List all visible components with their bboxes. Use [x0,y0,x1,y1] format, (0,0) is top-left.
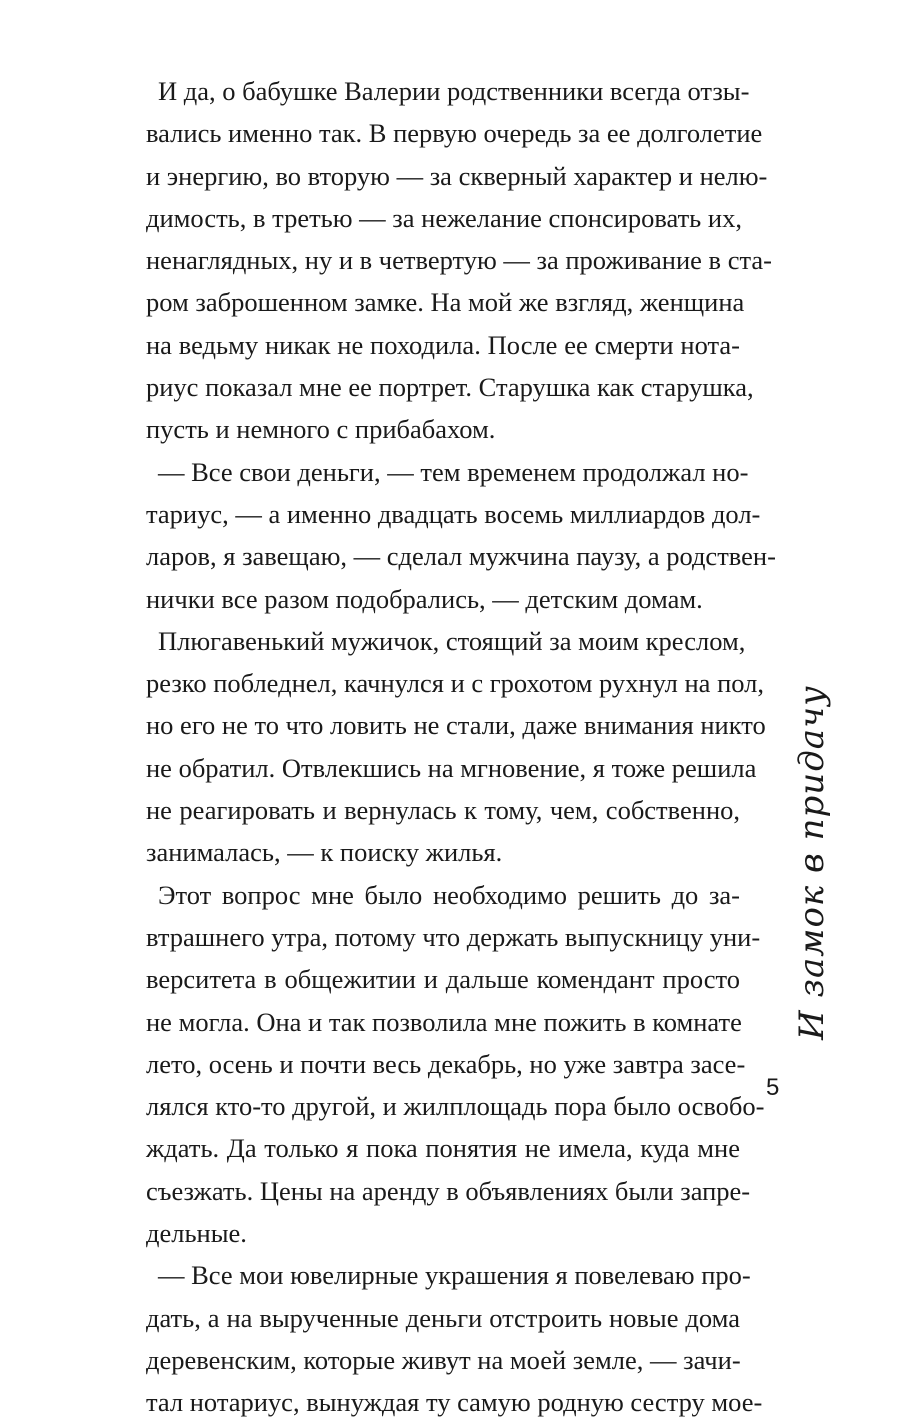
text-line: втрашнего утра, потому что держать выпускницу уни- [146,921,761,952]
text-line: риус показал мне ее портрет. Старушка как старушка, [146,372,754,403]
text-line: лялся кто-то другой, и жилплощадь пора было освобо- [146,1091,765,1122]
text-line: не могла. Она и так позволила мне пожить в комнате [146,1006,742,1037]
text-line: лето, осень и почти весь декабрь, но уже завтра засе- [146,1048,746,1079]
running-title: И замок в придачу [792,685,832,1040]
text-line: резко побледнел, качнулся и с грохотом рухнул на пол, [146,668,765,699]
text-line: ром заброшенном замке. На мой же взгляд, женщина [146,287,745,318]
text-line: пусть и немного с прибабахом. [146,414,496,445]
text-line: на ведьму никак не походила. После ее смерти нота- [146,329,740,360]
text-line: и энергию, во вторую — за скверный характер и нелю- [146,160,768,191]
text-line: И да, о бабушке Валерии родственники всегда отзы- [158,76,750,106]
text-line: нички все разом подобрались, — детским домам. [146,583,703,614]
text-line: ларов, я завещаю, — сделал мужчина паузу, а родствен- [146,541,776,572]
text-line: димость, в третью — за нежелание спонсировать их, [146,202,742,233]
text-line: ненаглядных, ну и в четвертую — за проживание в ста- [146,245,772,276]
text-line: тариус, — а именно двадцать восемь миллиардов дол- [146,498,761,529]
text-line: Плюгавенький мужичок, стоящий за моим креслом, [158,625,746,656]
text-line: Этот вопрос мне было необходимо решить до за- [158,879,740,910]
body-text [146,70,776,1424]
text-line: занималась, — к поиску жилья. [146,837,503,868]
text-line: вались именно так. В первую очередь за ее долголетие [146,118,763,149]
text-line: верситета в общежитии и дальше комендант просто [146,964,740,995]
text-line: дать, а на вырученные деньги отстроить новые дома [146,1302,740,1333]
page-number: 5 [766,1074,780,1101]
text-line: тал нотариус, вынуждая ту самую родную сестру мое- [146,1387,763,1418]
text-line: дельные. [146,1218,247,1249]
text-line: не реагировать и вернулась к тому, чем, собственно, [146,795,740,826]
text-line: деревенским, которые живут на моей земле, — зачи- [146,1344,741,1375]
text-line: не обратил. Отвлекшись на мгновение, я тоже решила [146,752,757,783]
text-line: съезжать. Цены на аренду в объявлениях были запре- [146,1175,751,1206]
text-line: — Все свои деньги, — тем временем продолжал но- [158,456,749,487]
text-line: — Все мои ювелирные украшения я повелеваю про- [158,1260,751,1291]
text-line: но его не то что ловить не стали, даже внимания никто [146,710,766,741]
text-line: ждать. Да только я пока понятия не имела, куда мне [146,1133,740,1164]
